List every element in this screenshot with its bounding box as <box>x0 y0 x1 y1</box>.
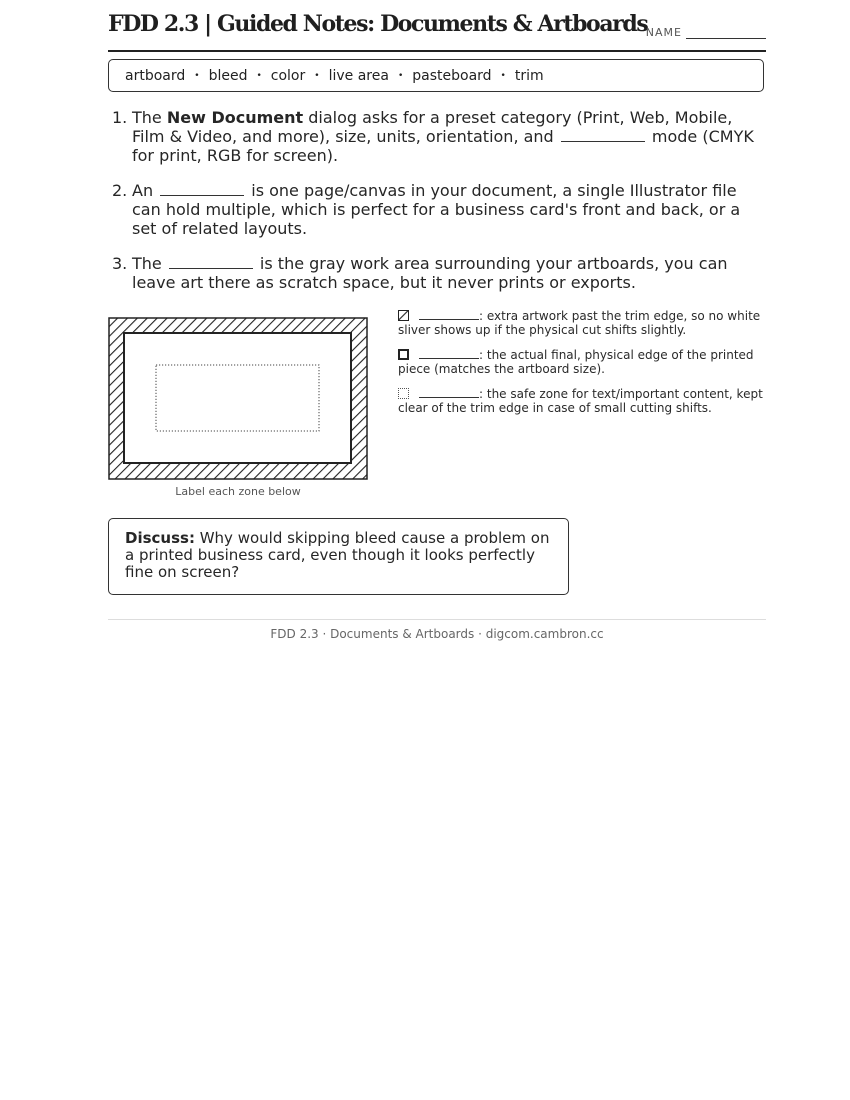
word-bank-item: artboard <box>125 67 186 84</box>
answer-blank[interactable] <box>419 348 479 359</box>
name-blank[interactable] <box>686 28 766 39</box>
discuss-box <box>108 518 569 595</box>
question-text: The <box>132 254 167 273</box>
question-number: 1. <box>112 108 128 127</box>
legend-item-trim <box>398 348 768 376</box>
diagram-caption: Label each zone below <box>175 485 301 498</box>
solid-swatch-icon <box>398 349 409 360</box>
word-bank-item: pasteboard <box>412 67 492 84</box>
page-title: FDD 2.3 | Guided Notes: Documents & Artboards <box>108 11 648 37</box>
trim-zone <box>124 333 351 463</box>
legend-item-bleed <box>398 309 768 337</box>
question-text: dialog asks for a preset category (Print, Web, Mobile, Film & Video, and more), size, units, orientation, and <box>132 108 733 146</box>
word-bank-separator: • <box>397 70 404 81</box>
discuss-text: Why would skipping bleed cause a problem on a printed business card, even though it looks perfectly fine on screen? <box>125 529 550 581</box>
word-bank-item: live area <box>328 67 389 84</box>
hatched-swatch-icon <box>398 310 409 321</box>
worksheet-page <box>108 0 766 641</box>
legend-text: : the safe zone for text/important content, kept clear of the trim edge in case of small cutting shifts. <box>398 387 763 415</box>
question-1 <box>108 108 766 165</box>
question-text: is the gray work area surrounding your artboards, you can leave art there as scratch space, but it never prints or exports. <box>132 254 728 292</box>
word-bank <box>108 59 764 92</box>
answer-blank[interactable] <box>160 183 244 196</box>
question-2 <box>108 181 766 238</box>
word-bank-item: trim <box>514 67 544 84</box>
answer-blank[interactable] <box>169 256 253 269</box>
question-text: is one page/canvas in your document, a single Illustrator file can hold multiple, which is perfect for a business card's front and back, or a set of related layouts. <box>132 181 741 238</box>
worksheet-header <box>108 0 766 52</box>
discuss-label: Discuss: <box>125 529 195 547</box>
word-bank-separator: • <box>314 70 320 81</box>
question-number: 3. <box>112 254 128 273</box>
name-label: NAME <box>645 26 682 39</box>
legend-text: : the actual final, physical edge of the printed piece (matches the artboard size). <box>398 348 754 376</box>
answer-blank[interactable] <box>561 129 645 142</box>
footer-divider <box>108 619 766 620</box>
print-zones-diagram <box>108 317 368 480</box>
answer-blank[interactable] <box>419 309 479 320</box>
page-footer: FDD 2.3 · Documents & Artboards · digcom.cambron.cc <box>270 627 604 641</box>
word-bank-separator: • <box>194 70 200 81</box>
word-bank-separator: • <box>256 70 262 81</box>
legend-text: : extra artwork past the trim edge, so no white sliver shows up if the physical cut shifts slightly. <box>398 309 761 337</box>
question-text: An <box>132 181 159 200</box>
name-field <box>646 27 766 39</box>
question-3 <box>108 254 766 292</box>
question-number: 2. <box>112 181 128 200</box>
answer-blank[interactable] <box>419 387 479 398</box>
dotted-swatch-icon <box>398 388 409 399</box>
question-text: mode (CMYK for print, RGB for screen). <box>132 127 754 165</box>
legend-item-live-area <box>398 387 768 415</box>
question-bold-term: New Document <box>166 108 304 127</box>
word-bank-item: bleed <box>208 67 248 84</box>
word-bank-item: color <box>270 67 306 84</box>
question-text: The <box>132 108 167 127</box>
word-bank-separator: • <box>500 70 506 81</box>
